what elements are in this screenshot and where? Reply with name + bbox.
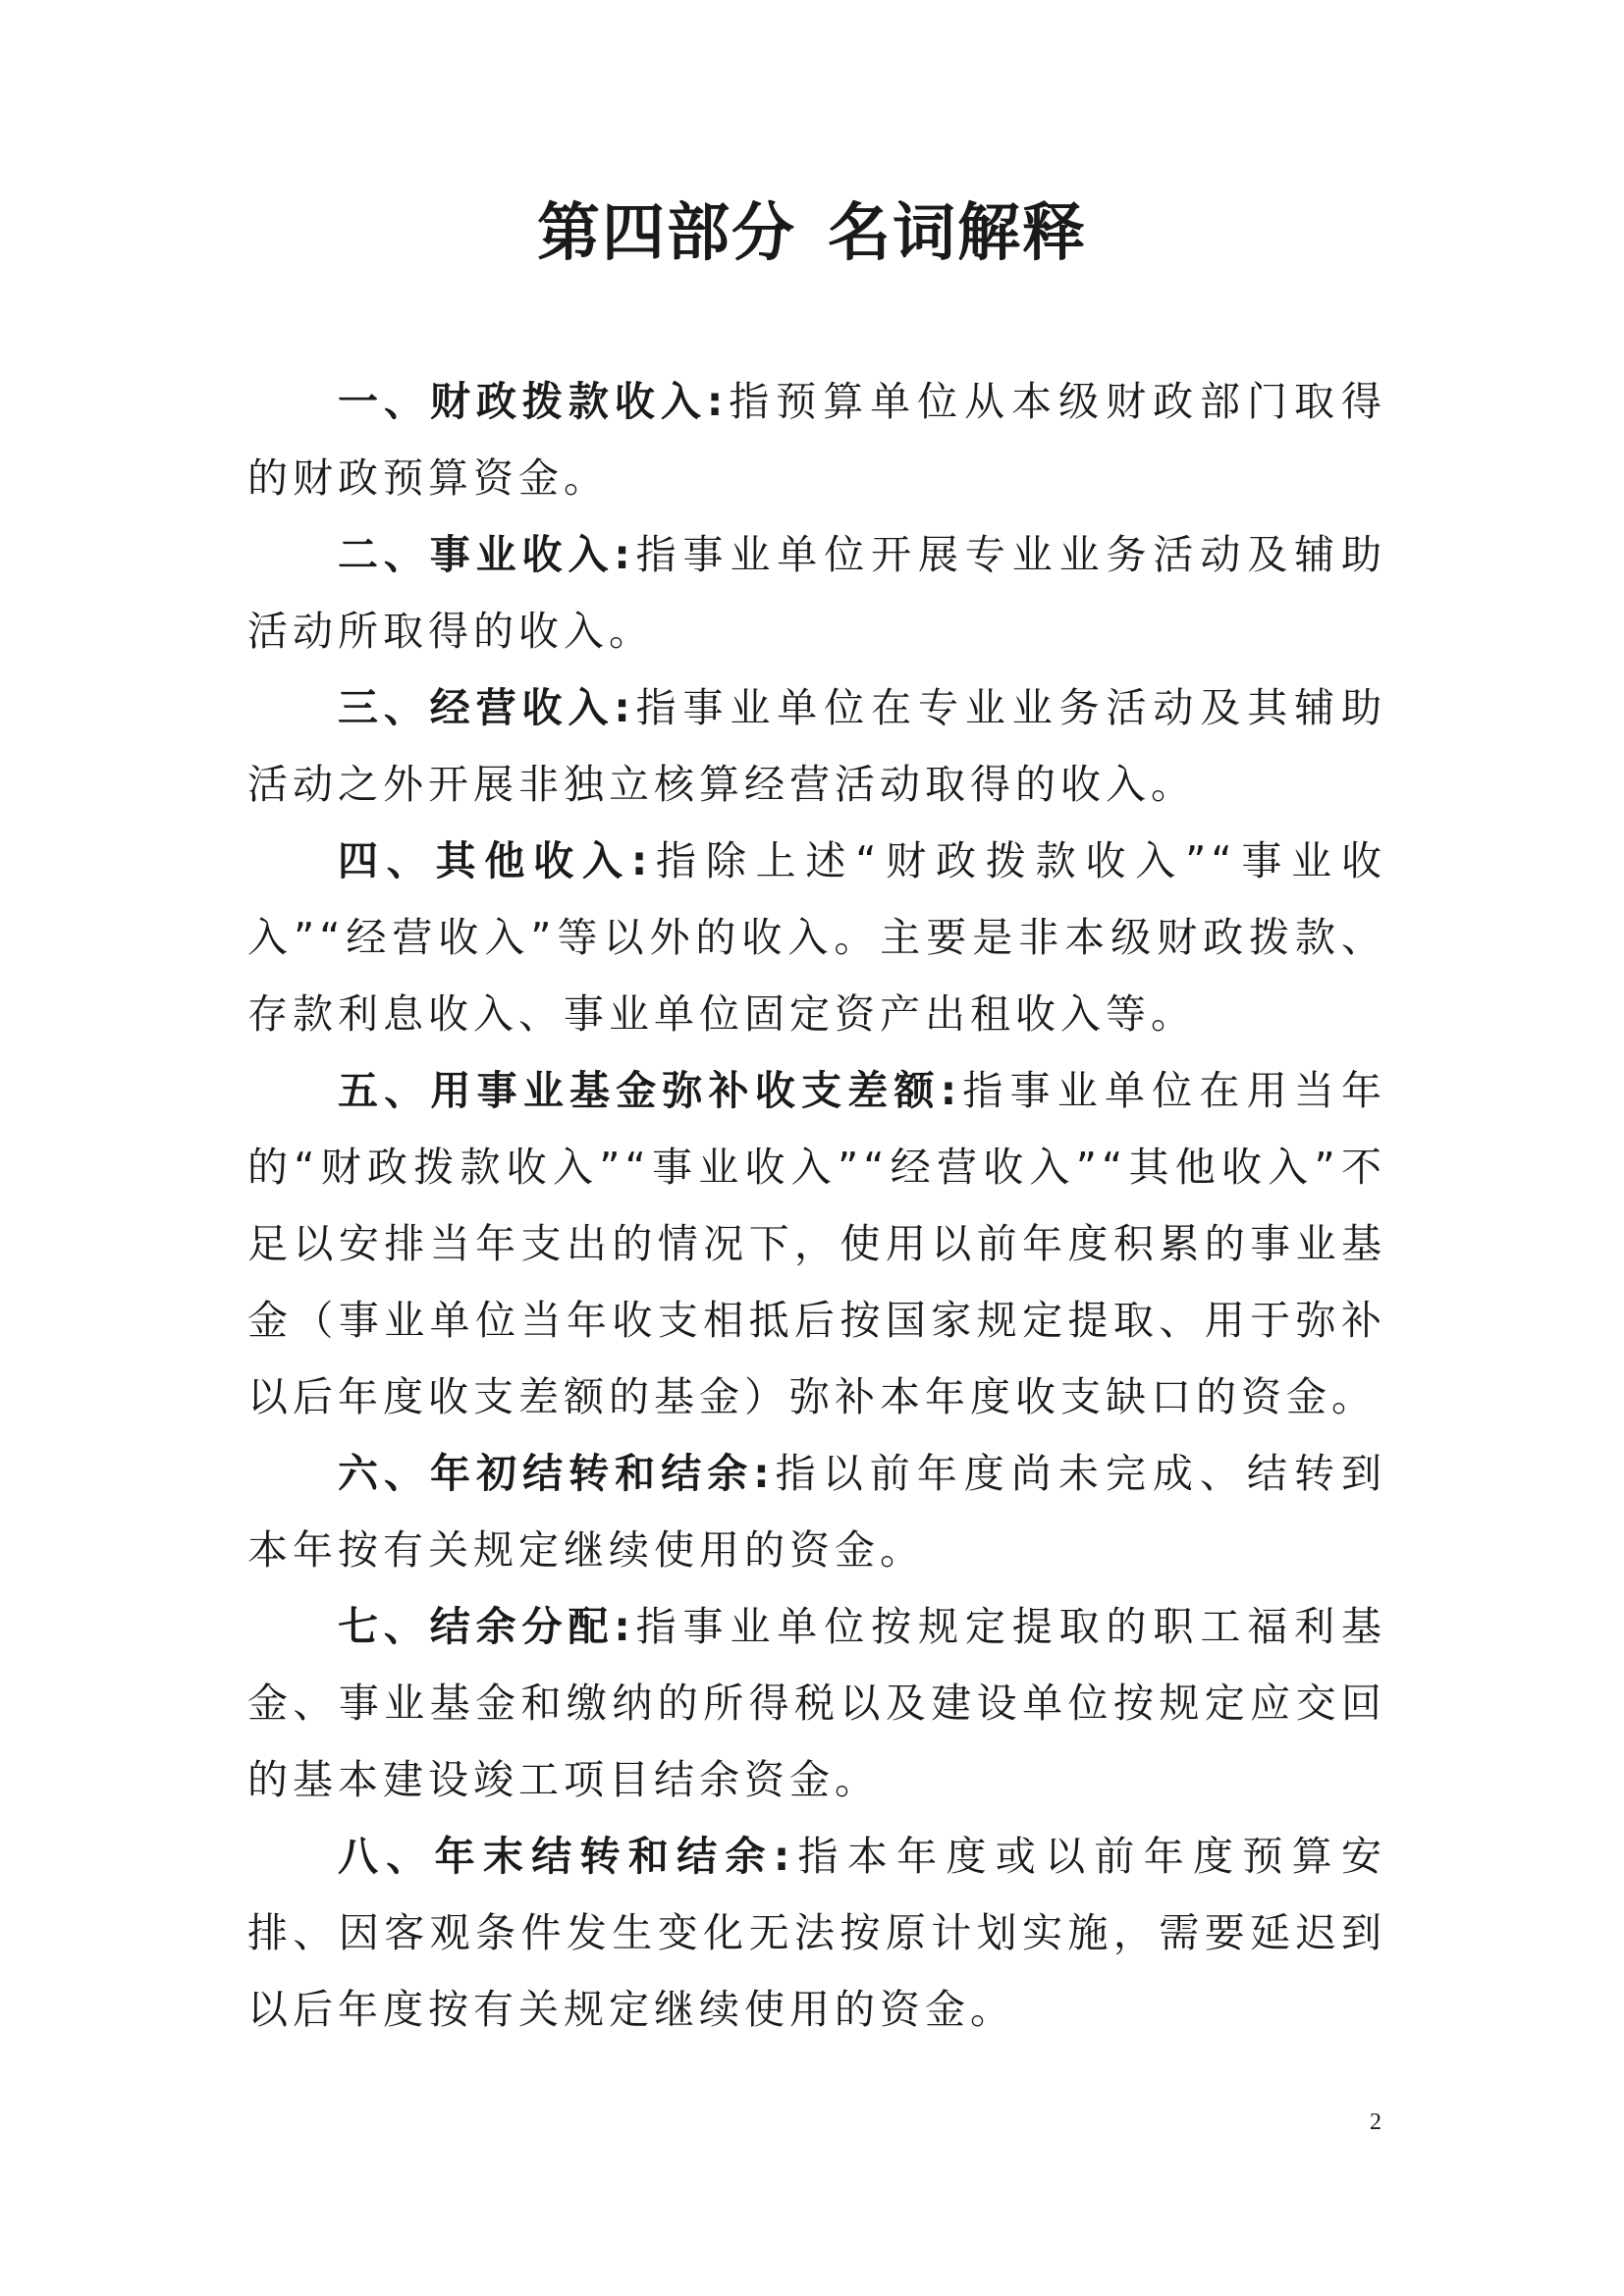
definition-paragraph-5 bbox=[247, 1052, 1386, 1435]
definition-text: 指事业单位按规定提取的职工福利基金、事业基金和缴纳的所得税以及建设单位按规定应交回的基本建设竣工项目结余资金。 bbox=[247, 1603, 1386, 1803]
definition-paragraph-7 bbox=[247, 1588, 1386, 1818]
title-part-2: 名词解释 bbox=[828, 196, 1087, 270]
title-part-1: 第四部分 bbox=[537, 196, 796, 270]
definition-paragraph-3 bbox=[247, 669, 1386, 823]
page-number: 2 bbox=[1370, 2109, 1381, 2135]
definition-text: 指事业单位开展专业业务活动及辅助活动所取得的收入。 bbox=[247, 531, 1386, 655]
definition-term: 六、年初结转和结余: bbox=[338, 1450, 774, 1497]
definition-text: 指以前年度尚未完成、结转到本年按有关规定继续使用的资金。 bbox=[247, 1450, 1386, 1574]
definition-term: 四、其他收入: bbox=[338, 837, 652, 884]
definition-text: 指事业单位在专业业务活动及其辅助活动之外开展非独立核算经营活动取得的收入。 bbox=[247, 684, 1386, 808]
definition-term: 二、事业收入: bbox=[338, 531, 634, 578]
definition-term: 三、经营收入: bbox=[338, 684, 634, 731]
definition-paragraph-8 bbox=[247, 1818, 1386, 2048]
definition-term: 一、财政拨款收入: bbox=[338, 378, 728, 425]
definition-paragraph-6 bbox=[247, 1435, 1386, 1588]
definitions-body bbox=[247, 363, 1386, 2048]
definition-term: 八、年末结转和结余: bbox=[338, 1833, 794, 1880]
definition-text: 指除上述“财政拨款收入”“事业收入”“经营收入”等以外的收入。主要是非本级财政拨款、存款利息收入、事业单位固定资产出租收入等。 bbox=[247, 837, 1386, 1038]
definition-text: 指事业单位在用当年的“财政拨款收入”“事业收入”“经营收入”“其他收入”不足以安排当年支出的情况下，使用以前年度积累的事业基金（事业单位当年收支相抵后按国家规定提取、用于弥补以后年度收支差额的基金）弥补本年度收支缺口的资金。 bbox=[247, 1067, 1386, 1420]
definition-term: 七、结余分配: bbox=[338, 1603, 634, 1650]
definition-paragraph-2 bbox=[247, 516, 1386, 669]
definition-paragraph-4 bbox=[247, 823, 1386, 1052]
definition-text: 指预算单位从本级财政部门取得的财政预算资金。 bbox=[247, 378, 1386, 502]
definition-text: 指本年度或以前年度预算安排、因客观条件发生变化无法按原计划实施，需要延迟到以后年度按有关规定继续使用的资金。 bbox=[247, 1833, 1387, 2033]
definition-paragraph-1 bbox=[247, 363, 1386, 516]
definition-term: 五、用事业基金弥补收支差额: bbox=[338, 1067, 961, 1114]
page-title bbox=[0, 194, 1624, 273]
